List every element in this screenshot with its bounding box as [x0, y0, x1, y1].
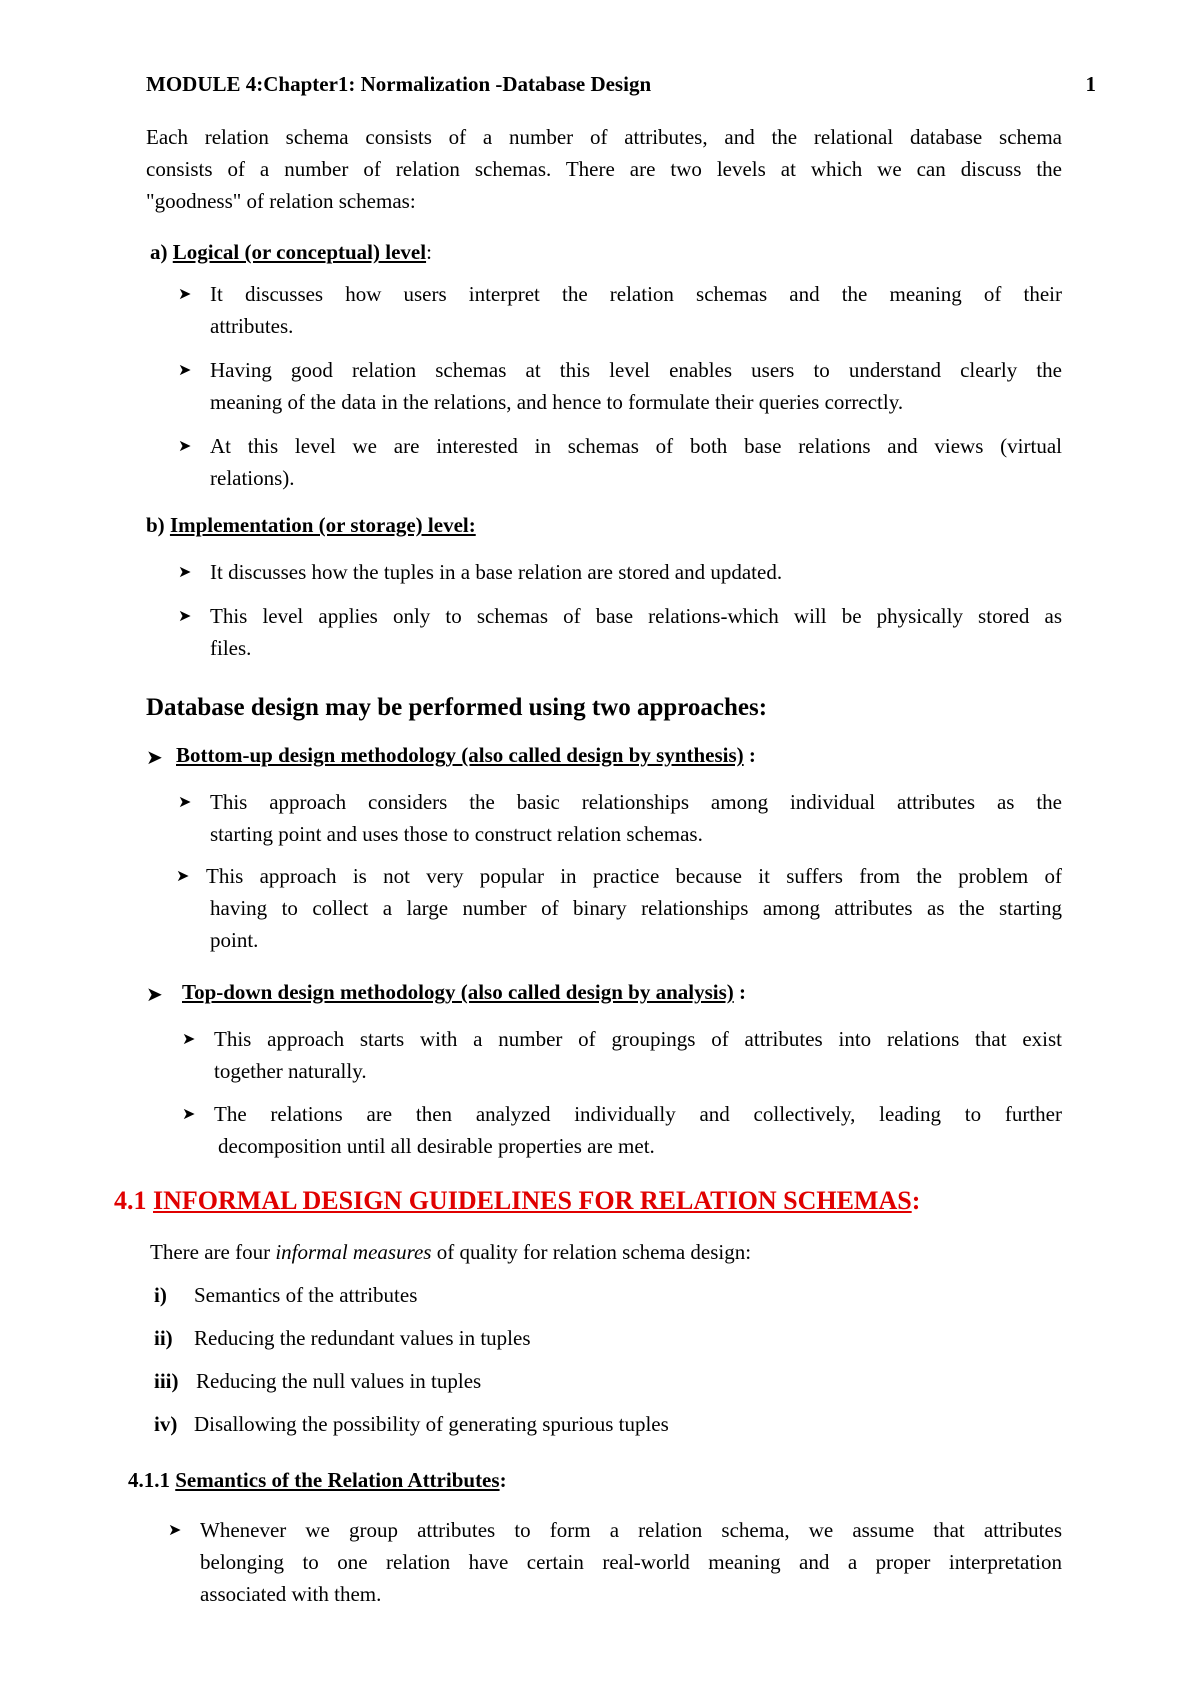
section-heading [114, 1186, 920, 1216]
level-a-prefix: a) [150, 240, 173, 264]
bullet-line: Having good relation schemas at this level enables users to understand clearly the [210, 358, 1062, 382]
section-number: 4.1 [114, 1186, 153, 1215]
bullet-line: files. [210, 636, 252, 660]
list-item [150, 1283, 1050, 1315]
arrow-bullet-icon: ➤ [146, 747, 163, 769]
list-item [150, 1326, 1050, 1358]
list-text: Disallowing the possibility of generating spurious tuples [194, 1412, 669, 1436]
list-text: Semantics of the attributes [194, 1283, 418, 1307]
list-number: iv) [154, 1412, 178, 1436]
bottom-up-title: Bottom-up design methodology (also called design by synthesis) [176, 743, 744, 767]
page-number: 1 [1085, 72, 1096, 96]
level-a-bullet [210, 354, 1062, 418]
level-b-prefix: b) [146, 513, 170, 537]
level-a-title: Logical (or conceptual) level [172, 240, 427, 264]
bullet-line: together naturally. [214, 1059, 367, 1083]
bullet-line: attributes. [210, 314, 294, 338]
bullet-line: This level applies only to schemas of base relations-which will be physically stored as [210, 604, 1062, 628]
top-down-heading [182, 980, 746, 1005]
top-down-suffix: : [733, 980, 747, 1004]
level-a-bullet [210, 278, 1062, 342]
top-down-bullet [214, 1098, 1062, 1162]
top-down-bullet [214, 1023, 1062, 1087]
bullet-line: It discusses how users interpret the relation schemas and the meaning of their [210, 282, 1062, 306]
list-number: ii) [154, 1326, 173, 1350]
bullet-line: This approach starts with a number of groupings of attributes into relations that exist [214, 1027, 1062, 1051]
bullet-line: At this level we are interested in schemas of both base relations and views (virtual [210, 434, 1062, 458]
list-number: i) [154, 1283, 167, 1307]
subsection-heading [128, 1468, 507, 1493]
bullet-line: decomposition until all desirable properties are met. [218, 1134, 655, 1158]
section-intro [150, 1240, 751, 1265]
bullet-line: having to collect a large number of binary relationships among attributes as the starting [210, 896, 1062, 920]
bottom-up-suffix: : [743, 743, 756, 767]
arrow-bullet-icon: ➤ [146, 984, 163, 1006]
level-b-bullet [210, 600, 1062, 664]
section-title: INFORMAL DESIGN GUIDELINES FOR RELATION SCHEMAS [153, 1186, 912, 1215]
bullet-line: The relations are then analyzed individually and collectively, leading to further [214, 1102, 1062, 1126]
list-item [150, 1369, 1050, 1401]
bullet-line: starting point and uses those to construct relation schemas. [210, 822, 703, 846]
subsection-title: Semantics of the Relation Attributes [175, 1468, 500, 1492]
level-a-heading [150, 240, 432, 265]
bullet-line: associated with them. [200, 1582, 382, 1606]
bullet-line: belonging to one relation have certain real-world meaning and a proper interpretation [200, 1550, 1062, 1574]
intro-text: of quality for relation schema design: [431, 1240, 752, 1264]
bullet-line: meaning of the data in the relations, and hence to formulate their queries correctly. [210, 390, 904, 414]
level-b-bullet [210, 556, 1062, 588]
section-suffix: : [911, 1186, 921, 1215]
bullet-line: relations). [210, 466, 295, 490]
bullet-line: point. [210, 928, 259, 952]
bottom-up-bullet [210, 786, 1062, 850]
intro-line: Each relation schema consists of a number of attributes, and the relational database schema [146, 125, 1062, 149]
subsection-number: 4.1.1 [128, 1468, 176, 1492]
list-number: iii) [154, 1369, 179, 1393]
intro-italic-text: informal measures [275, 1240, 432, 1264]
list-text: Reducing the redundant values in tuples [194, 1326, 531, 1350]
bullet-line: This approach considers the basic relationships among individual attributes as the [210, 790, 1062, 814]
intro-line: consists of a number of relation schemas. There are two levels at which we can discuss the [146, 157, 1062, 181]
subsection-bullet [200, 1514, 1062, 1610]
bullet-line: It discusses how the tuples in a base relation are stored and updated. [210, 560, 783, 584]
intro-line: "goodness" of relation schemas: [146, 189, 416, 213]
level-b-title: Implementation (or storage) level: [169, 513, 476, 537]
level-a-suffix: : [426, 240, 432, 264]
bullet-line: Whenever we group attributes to form a relation schema, we assume that attributes [200, 1518, 1062, 1542]
approaches-heading: Database design may be performed using two approaches: [146, 694, 768, 721]
bottom-up-heading [176, 743, 756, 768]
header-title: MODULE 4:Chapter1: Normalization -Database Design [146, 72, 652, 96]
document-page: MODULE 4:Chapter1: Normalization -Database Design 1 Each relation schema consists of a number of attributes, and the relational database schema consists of a number of relation schemas. There are two levels at which we can discuss the "goodness" of relation schemas: a) Logical (or conceptual) level: ➤ It discusses how users interpret the relation schemas and the meaning of their attributes. ➤ Having good relation schemas at this level enables users to understand clearly the meaning of the data in the relations, and hence to formulate their queries correctly. ➤ At this level we are interested in schemas of both base relations and views (virtual relations). b) Implementation (or storage) level: ➤ It discusses how the tuples in a base relation are stored and updated. ➤ This level applies only to schemas of base relations-which will be physically stored as files. Database design may be performed using two approaches: ➤ Bottom-up design methodology (also called design by synthesis) : ➤ This approach considers the basic relationships among individual attributes as the starting point and uses those to construct relation schemas. ➤ This approach is not very popular in practice because it suffers from the problem of having to collect a large number of binary relationships among attributes as the starting point. ➤ Top-down design methodology (also called design by analysis) : ➤ This approach starts with a number of groupings of attributes into relations that exist together naturally. ➤ The relations are then analyzed individually and collectively, leading to further decomposition until all desirable properties are met. 4.1 INFORMAL DESIGN GUIDELINES FOR RELATION SCHEMAS: There are four informal measures of quality for relation schema design: i) Semantics of the attributes ii) Reducing the redundant values in tuples iii) Reducing the null values in tuples iv) Disallowing the possibility of generating spurious tuples 4.1.1 Semantics of the Relation Attributes: ➤ Whenever we group attributes to form a relation schema, we assume that attributes belonging to one relation have certain real-world meaning and a proper interpretation associated with them. [0, 0, 1200, 1696]
list-text: Reducing the null values in tuples [196, 1369, 482, 1393]
level-b-heading [146, 513, 476, 538]
bullet-line: This approach is not very popular in practice because it suffers from the problem of [206, 864, 1062, 888]
list-item [150, 1412, 1050, 1444]
bottom-up-bullet [206, 860, 1062, 956]
top-down-title: Top-down design methodology (also called design by analysis) [182, 980, 734, 1004]
intro-paragraph [146, 121, 1062, 217]
intro-text: There are four [150, 1240, 276, 1264]
level-a-bullet [210, 430, 1062, 494]
subsection-suffix: : [499, 1468, 507, 1492]
page-header [146, 72, 1096, 97]
